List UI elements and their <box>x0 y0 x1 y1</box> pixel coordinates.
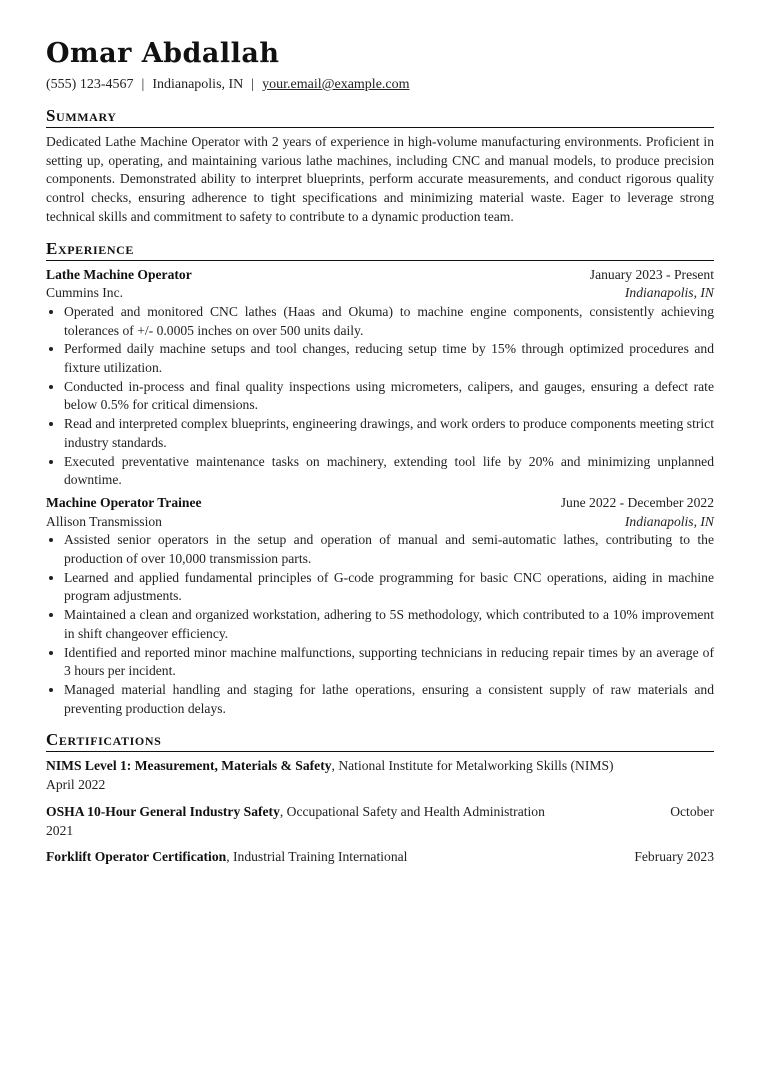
job-bullets <box>46 531 714 718</box>
summary-section <box>46 106 714 227</box>
job-title: Machine Operator Trainee <box>46 494 202 510</box>
section-divider <box>46 127 714 128</box>
certification-text: NIMS Level 1: Measurement, Materials & Safety, National Institute for Metalworking Skills (NIMS) April 2022 <box>46 758 614 793</box>
section-divider <box>46 751 714 752</box>
certification-name: Forklift Operator Certification <box>46 849 227 865</box>
job-location: Indianapolis, IN <box>624 513 714 529</box>
certifications-section <box>46 730 714 867</box>
job-header <box>46 494 714 513</box>
company: Cummins Inc. <box>46 285 124 301</box>
resume-page <box>46 38 714 875</box>
bullet-item: • Maintained a clean and organized workstation, adhering to 5S methodology, which contributed to a 10% improvement in shift changeover efficiency. <box>64 606 714 643</box>
phone: (555) 123-4567 <box>46 77 134 92</box>
job-dates: January 2023 - Present <box>589 266 714 282</box>
job-bullets <box>46 303 714 490</box>
contact-separator: | <box>251 77 255 92</box>
certification-date-continued: 2021 <box>46 822 74 838</box>
certification-entry <box>46 757 714 794</box>
certification-date: February 2023 <box>634 849 714 865</box>
email-link[interactable]: your.email@example.com <box>262 77 410 92</box>
bullet-item: • Executed preventative maintenance tasks on machinery, extending tool life by 20% and minimizing unplanned downtime. <box>64 453 714 490</box>
certification-issuer: National Institute for Metalworking Skills (NIMS) <box>338 758 614 774</box>
location: Indianapolis, IN <box>152 77 244 92</box>
bullet-item: • Operated and monitored CNC lathes (Haas and Okuma) to machine engine components, consistently achieving tolerances of +/- 0.0005 inches on over 500 units daily. <box>64 303 714 340</box>
job-dates: June 2022 - December 2022 <box>560 494 714 510</box>
job-entry <box>46 494 714 718</box>
job-subheader <box>46 284 714 303</box>
certification-entry <box>46 803 714 840</box>
certification-issuer: Occupational Safety and Health Administration <box>286 803 545 819</box>
job-entry <box>46 266 714 490</box>
bullet-item: • Identified and reported minor machine malfunctions, supporting technicians in reducing repair times by an average of 3 hours per incident. <box>64 644 714 681</box>
bullet-item: • Performed daily machine setups and tool changes, reducing setup time by 15% through optimized procedures and fixture utilization. <box>64 340 714 377</box>
certification-name: OSHA 10-Hour General Industry Safety <box>46 803 280 819</box>
job-title: Lathe Machine Operator <box>46 266 192 282</box>
bullet-item: • Learned and applied fundamental principles of G-code programming for basic CNC operations, aiding in machine program adjustments. <box>64 569 714 606</box>
job-header <box>46 266 714 285</box>
section-title-experience: Experience <box>46 238 135 258</box>
certification-issuer: Industrial Training International <box>233 849 408 865</box>
section-divider <box>46 260 714 261</box>
certification-text: Forklift Operator Certification, Industrial Training International <box>46 849 408 865</box>
certification-date: April 2022 <box>46 777 106 793</box>
company: Allison Transmission <box>46 513 162 529</box>
contact-separator: | <box>141 77 145 92</box>
certification-text: OSHA 10-Hour General Industry Safety, Occupational Safety and Health Administration 2021 <box>46 803 545 838</box>
bullet-item: • Managed material handling and staging for lathe operations, ensuring a consistent supply of raw materials and preventing production delays. <box>64 681 714 718</box>
certification-name: NIMS Level 1: Measurement, Materials & Safety <box>46 758 332 774</box>
certification-date: October <box>670 803 714 819</box>
experience-section <box>46 239 714 719</box>
section-title-summary: Summary <box>46 106 117 125</box>
certification-entry <box>46 848 714 867</box>
bullet-item: • Conducted in-process and final quality inspections using micrometers, calipers, and gauges, ensuring a defect rate below 0.5% for critical dimensions. <box>64 378 714 415</box>
bullet-item: • Assisted senior operators in the setup and operation of manual and semi-automatic lathes, contributing to the production of over 10,000 transmission parts. <box>64 531 714 568</box>
candidate-name: Omar Abdallah <box>46 38 280 69</box>
job-subheader <box>46 513 714 532</box>
section-title-certifications: Certifications <box>46 730 162 750</box>
bullet-item: • Read and interpreted complex blueprints, engineering drawings, and work orders to produce components meeting strict industry standards. <box>64 415 714 452</box>
summary-text: Dedicated Lathe Machine Operator with 2 years of experience in high-volume manufacturing environments. Proficient in setting up, operating, and maintaining various lathe machines, including CNC and manual models, to produce precision components. Demonstrated ability to interpret blueprints, perform accurate measurements, and conduct rigorous quality control checks, ensuring adherence to tight specifications and minimizing material waste. Eager to leverage strong technical skills and commitment to safety to contribute to a dynamic production team. <box>46 134 714 224</box>
contact-line <box>46 76 714 94</box>
job-location: Indianapolis, IN <box>624 285 714 301</box>
